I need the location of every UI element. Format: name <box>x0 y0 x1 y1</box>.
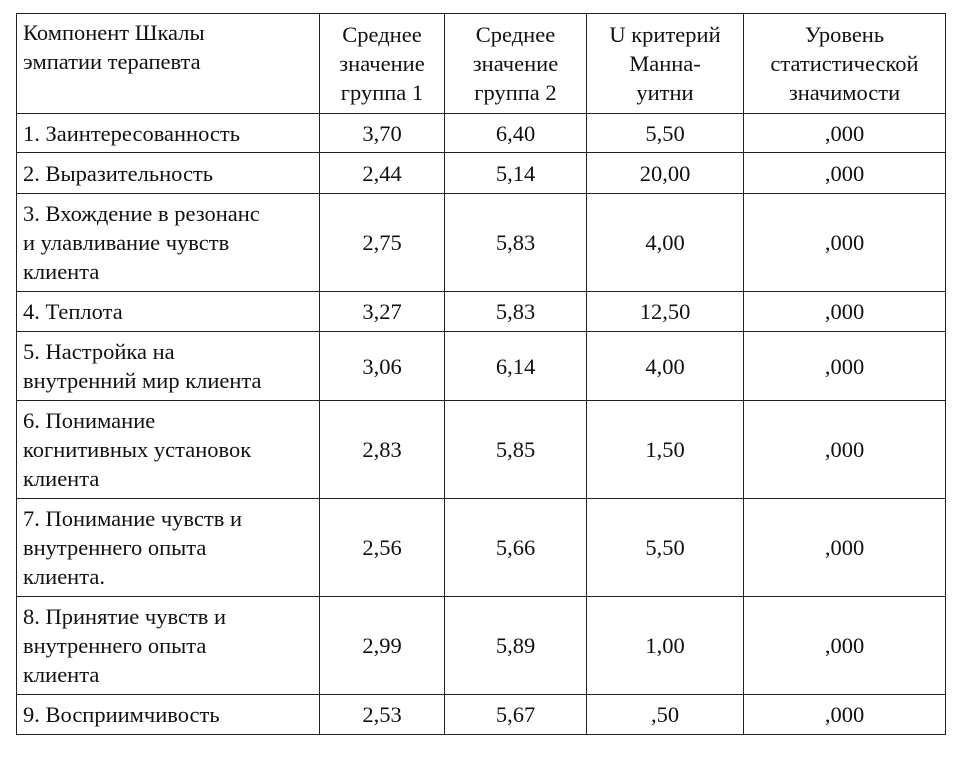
mean-group2-value: 5,83 <box>445 292 587 332</box>
mean-group1-value: 2,75 <box>320 194 445 292</box>
mean-group2-value: 5,85 <box>445 401 587 499</box>
component-label: 5. Настройка на внутренний мир клиента <box>17 332 320 401</box>
component-label: 1. Заинтересованность <box>17 114 320 153</box>
table-row <box>17 153 946 194</box>
table-row <box>17 332 946 401</box>
component-label: 8. Принятие чувств и внутреннего опыта клиента <box>17 597 320 695</box>
significance-value: ,000 <box>744 292 946 332</box>
mean-group1-value: 3,70 <box>320 114 445 153</box>
mean-group1-value: 2,99 <box>320 597 445 695</box>
u-value: 20,00 <box>587 153 744 194</box>
header-mean-group1: Среднее значение группа 1 <box>320 14 445 114</box>
mean-group1-value: 2,83 <box>320 401 445 499</box>
header-mean-group2: Среднее значение группа 2 <box>445 14 587 114</box>
table-row <box>17 597 946 695</box>
mean-group2-value: 5,89 <box>445 597 587 695</box>
u-value: 5,50 <box>587 114 744 153</box>
mean-group2-value: 5,14 <box>445 153 587 194</box>
mean-group1-value: 2,56 <box>320 499 445 597</box>
mean-group1-value: 3,27 <box>320 292 445 332</box>
component-label: 3. Вхождение в резонанс и улавливание чувств клиента <box>17 194 320 292</box>
u-value: 4,00 <box>587 332 744 401</box>
header-u-mann-whitney: U критерий Манна- уитни <box>587 14 744 114</box>
u-value: 4,00 <box>587 194 744 292</box>
component-label: 6. Понимание когнитивных установок клиента <box>17 401 320 499</box>
table-row <box>17 194 946 292</box>
table-row <box>17 401 946 499</box>
significance-value: ,000 <box>744 153 946 194</box>
mean-group1-value: 3,06 <box>320 332 445 401</box>
table-row <box>17 114 946 153</box>
mean-group2-value: 5,83 <box>445 194 587 292</box>
component-label: 7. Понимание чувств и внутреннего опыта клиента. <box>17 499 320 597</box>
component-label: 2. Выразительность <box>17 153 320 194</box>
significance-value: ,000 <box>744 194 946 292</box>
mean-group2-value: 6,40 <box>445 114 587 153</box>
mean-group1-value: 2,44 <box>320 153 445 194</box>
u-value: 5,50 <box>587 499 744 597</box>
empathy-scale-table <box>16 13 946 735</box>
significance-value: ,000 <box>744 332 946 401</box>
table-row <box>17 292 946 332</box>
significance-value: ,000 <box>744 499 946 597</box>
mean-group2-value: 5,67 <box>445 695 587 735</box>
significance-value: ,000 <box>744 114 946 153</box>
mean-group1-value: 2,53 <box>320 695 445 735</box>
u-value: 1,50 <box>587 401 744 499</box>
table-header-row <box>17 14 946 114</box>
u-value: 1,00 <box>587 597 744 695</box>
header-significance: Уровень статистической значимости <box>744 14 946 114</box>
table-row <box>17 695 946 735</box>
u-value: 12,50 <box>587 292 744 332</box>
table-row <box>17 499 946 597</box>
significance-value: ,000 <box>744 695 946 735</box>
significance-value: ,000 <box>744 597 946 695</box>
significance-value: ,000 <box>744 401 946 499</box>
u-value: ,50 <box>587 695 744 735</box>
mean-group2-value: 5,66 <box>445 499 587 597</box>
header-component: Компонент Шкалы эмпатии терапевта <box>17 14 320 114</box>
mean-group2-value: 6,14 <box>445 332 587 401</box>
component-label: 4. Теплота <box>17 292 320 332</box>
component-label: 9. Восприимчивость <box>17 695 320 735</box>
